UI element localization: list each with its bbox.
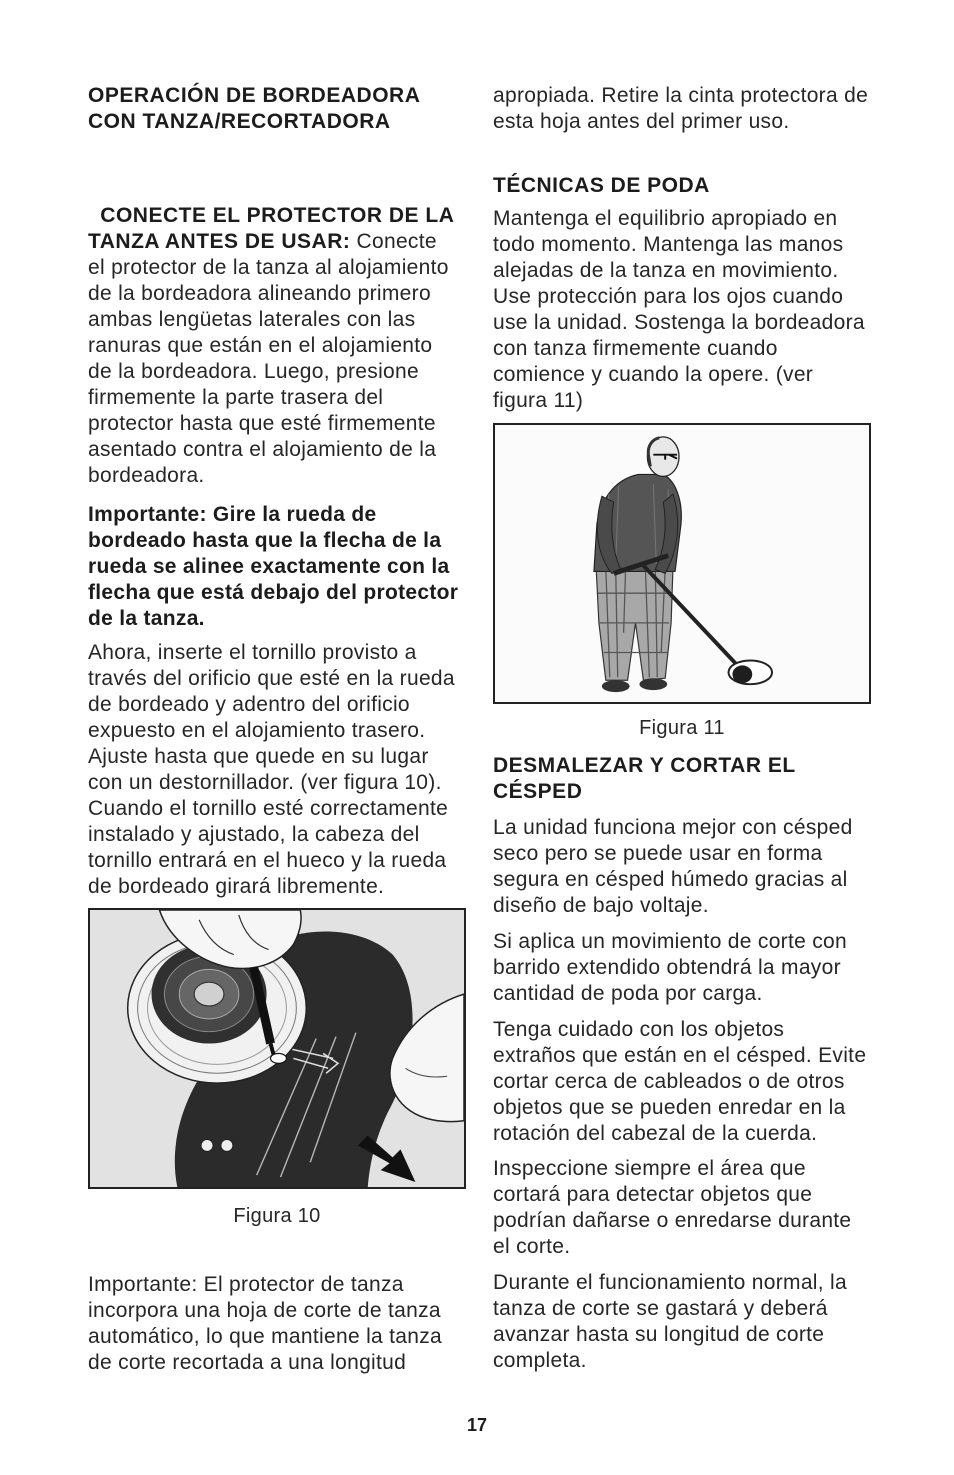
connect-guard-lead: CONECTE EL PROTECTOR DE LA TANZA ANTES DE USAR: — [88, 204, 455, 253]
continuation-paragraph: apropiada. Retire la cinta protectora de esta hoja antes del primer uso. — [493, 84, 869, 133]
weeding-paragraph-foreign-objects: Tenga cuidado con los objetos extraños que están en el césped. Evite cortar cerca de cableados o de otros objetos que se pueden enredar en la rotación del cabezal de la cuerda. — [493, 1018, 867, 1145]
page-number: 17 — [466, 1415, 488, 1435]
man-left-shoe — [602, 680, 630, 692]
trimmer-motor-head — [732, 665, 752, 683]
important-wheel-alignment-note: Importante: Gire la rueda de bordeado hasta que la flecha de la rueda se alinee exactamente con la flecha que está debajo del protector de la tanza. — [88, 503, 459, 630]
guard-rivet — [201, 1140, 213, 1152]
section-heading-pruning: TÉCNICAS DE PODA — [493, 174, 710, 197]
weeding-paragraph-sweeping-motion: Si aplica un movimiento de corte con barrido extendido obtendrá la mayor cantidad de poda por carga. — [493, 930, 847, 1005]
figure-10-illustration — [88, 908, 466, 1189]
section-heading-weeding: DESMALEZAR Y CORTAR EL CÉSPED — [493, 754, 796, 803]
line-spool-hub — [194, 982, 224, 1006]
screw-hole — [271, 1053, 287, 1063]
guard-rivet — [221, 1140, 233, 1152]
figure-11-illustration — [493, 423, 871, 704]
figure-11-drawing — [495, 425, 869, 702]
figure-11-caption: Figura 11 — [639, 717, 725, 739]
man-right-shoe — [639, 678, 667, 690]
weeding-paragraph-inspect-area: Inspeccione siempre el área que cortará para detectar objetos que podrían dañarse o enredarse durante el corte. — [493, 1157, 852, 1258]
blade-note-paragraph: Importante: El protector de tanza incorpora una hoja de corte de tanza automático, lo que mantiene la tanza de corte recortada a una longitud — [88, 1273, 443, 1374]
connect-guard-paragraph — [88, 177, 454, 489]
pruning-paragraph: Mantenga el equilibrio apropiado en todo momento. Mantenga las manos alejadas de la tanza en movimiento. Use protección para los ojos cuando use la unidad. Sostenga la bordeadora con tanza firmemente cuando comience y cuando la opere. (ver figura 11) — [493, 207, 865, 412]
connect-guard-body: Conecte el protector de la tanza al alojamiento de la bordeadora alineando primero ambas lengüetas laterales con las ranuras que están en el alojamiento de la bordeadora. Luego, presione firmemente la parte trasera del protector hasta que esté firmemente asentado contra el alojamiento de la bordeadora. — [88, 230, 449, 487]
weeding-paragraph-line-wear: Durante el funcionamiento normal, la tanza de corte se gastará y deberá avanzar hasta su longitud de corte completa. — [493, 1271, 847, 1372]
figure-11-background — [495, 425, 869, 702]
weeding-paragraph-dry-grass: La unidad funciona mejor con césped seco pero se puede usar en forma segura en césped húmedo gracias al diseño de bajo voltaje. — [493, 816, 853, 917]
figure-10-drawing — [90, 910, 464, 1187]
insert-screw-paragraph: Ahora, inserte el tornillo provisto a través del orificio que esté en la rueda de bordeado y adentro del orificio expuesto en el alojamiento trasero. Ajuste hasta que quede en su lugar con un destornillador. (ver figura 10). Cuando el tornillo esté correctamente instalado y ajustado, la cabeza del tornillo entrará en el hueco y la rueda de bordeado girará libremente. — [88, 641, 455, 898]
section-heading-edger-operation: OPERACIÓN DE BORDEADORA CON TANZA/RECORTADORA — [88, 84, 421, 133]
figure-10-caption: Figura 10 — [233, 1205, 321, 1227]
